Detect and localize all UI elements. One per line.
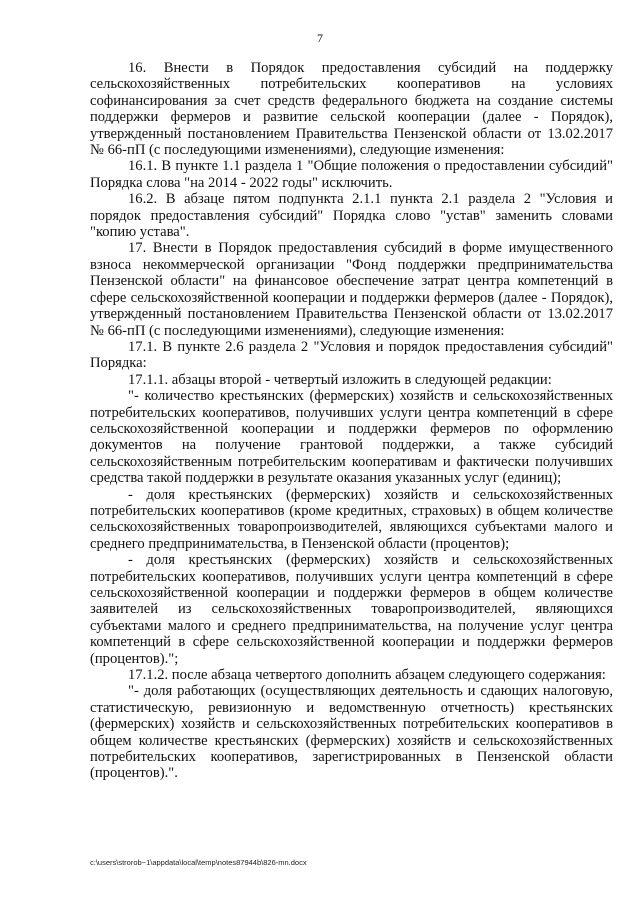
document-body (90, 60, 613, 782)
page-number: 7 (317, 31, 323, 45)
footer-file-path: c:\users\strorob~1\appdata\local\temp\notes87944b\826-mn.docx (90, 858, 307, 867)
quoted-item-share-working: "- доля работающих (осуществляющих деятельность и сдающих налоговую, статистическую, ревизионную и ведомственную отчетность) крестьянских (фермерских) хозяйств и сельскохозяйственных потребительских кооперативов в общем количестве крестьянских (фермерских) хозяйств и сельскохозяйственных потребительских кооперативов, зарегистрированных в Пензенской области (процентов).". (90, 683, 613, 782)
quoted-item-count: "- количество крестьянских (фермерских) хозяйств и сельскохозяйственных потребительских кооперативов, получивших услуги центра компетенций в сфере сельскохозяйственной кооперации и поддержки фермеров по оформлению документов на получение грантовой поддержки, а также субсидий сельскохозяйственным потребительским кооперативам и фактически получивших средства такой поддержки в результате оказания указанных услуг (единиц); (90, 388, 613, 487)
paragraph-16: 16. Внести в Порядок предоставления субсидий на поддержку сельскохозяйственных потребительских кооперативов на условиях софинансирования за счет средств федерального бюджета на создание системы поддержки фермеров и развитие сельской кооперации (далее - Порядок), утвержденный постановлением Правительства Пензенской области от 13.02.2017 № 66-пП (с последующими изменениями), следующие изменения: (90, 60, 613, 159)
paragraph-17-1-2: 17.1.2. после абзаца четвертого дополнить абзацем следующего содержания: (128, 667, 606, 684)
paragraph-17: 17. Внести в Порядок предоставления субсидий в форме имущественного взноса некоммерческой организации "Фонд поддержки предпринимательства Пензенской области" на финансовое обеспечение затрат центра компетенций в сфере сельскохозяйственной кооперации и поддержки фермеров (далее - Порядок), утвержденный постановлением Правительства Пензенской области от 13.02.2017 № 66-пП (с последующими изменениями), следующие изменения: (90, 240, 613, 339)
paragraph-16-2: 16.2. В абзаце пятом подпункта 2.1.1 пункта 2.1 раздела 2 "Условия и порядок предоставления субсидий" Порядка слово "устав" заменить словами "копию устава". (90, 191, 613, 241)
quoted-item-share-total: - доля крестьянских (фермерских) хозяйств и сельскохозяйственных потребительских кооперативов (кроме кредитных, страховых) в общем количестве сельскохозяйственных товаропроизводителей, являющихся субъектами малого и среднего предпринимательства, в Пензенской области (процентов); (90, 486, 613, 552)
quoted-item-share-services: - доля крестьянских (фермерских) хозяйств и сельскохозяйственных потребительских кооперативов, получивших услуги центра компетенций в сфере сельскохозяйственной кооперации и поддержки фермеров в общем количестве заявителей из сельскохозяйственных товаропроизводителей, являющихся субъектами малого и среднего предпринимательства, на получение услуг центра компетенций в сфере сельскохозяйственной кооперации и поддержки фермеров (процентов)."; (90, 552, 613, 667)
paragraph-17-1-1: 17.1.1. абзацы второй - четвертый изложить в следующей редакции: (128, 371, 552, 388)
paragraph-17-1: 17.1. В пункте 2.6 раздела 2 "Условия и порядок предоставления субсидий" Порядка: (90, 338, 613, 372)
paragraph-16-1: 16.1. В пункте 1.1 раздела 1 "Общие положения о предоставлении субсидий" Порядка слова "на 2014 - 2022 годы" исключить. (90, 158, 613, 191)
